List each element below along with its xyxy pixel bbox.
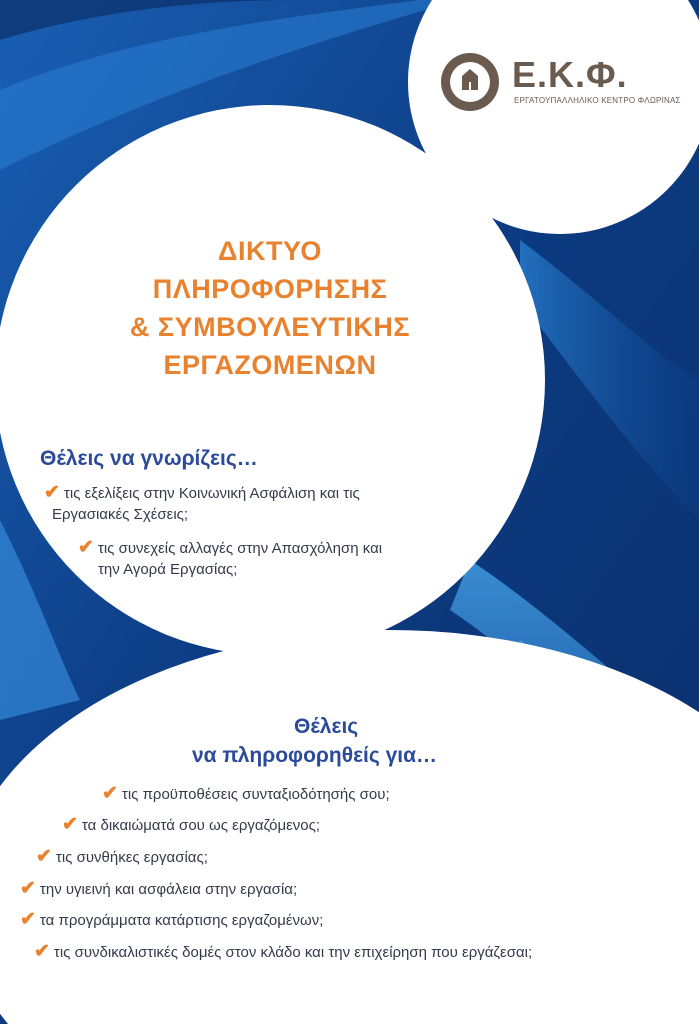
check-icon: ✔ (78, 537, 94, 558)
list-item (34, 942, 532, 963)
item-text: την υγιεινή και ασφάλεια στην εργασία; (39, 881, 298, 898)
list-item (62, 815, 320, 836)
logo-title: Ε.Κ.Φ. (512, 54, 628, 95)
list-item-continuation: Εργασιακές Σχέσεις; (52, 506, 189, 523)
item-text: τις εξελίξεις στην Κοινωνική Ασφάλιση και τις (63, 485, 360, 502)
title-line: ΔΙΚΤΥΟ (218, 236, 322, 266)
check-icon: ✔ (20, 909, 36, 930)
title-line: & ΣΥΜΒΟΥΛΕΥΤΙΚΗΣ (129, 312, 411, 342)
list-item-continuation: την Αγορά Εργασίας; (98, 561, 238, 578)
title-line: ΠΛΗΡΟΦΟΡΗΣΗΣ (152, 274, 388, 304)
list-item (102, 784, 390, 805)
check-icon: ✔ (44, 482, 60, 503)
item-text: τις συνεχείς αλλαγές στην Απασχόληση και (97, 540, 383, 557)
check-icon: ✔ (102, 783, 118, 804)
check-icon: ✔ (36, 846, 52, 867)
main-title (80, 232, 460, 384)
ekf-logo (440, 52, 690, 112)
section2-heading-line1: Θέλεις (294, 715, 359, 738)
list-item (78, 538, 382, 559)
section2-heading-line2: να πληροφορηθείς για… (192, 744, 438, 767)
list-item (44, 483, 360, 504)
ekf-seal-icon (440, 52, 500, 112)
item-text: τα προγράμματα κατάρτισης εργαζομένων; (39, 912, 324, 929)
section1-heading: Θέλεις να γνωρίζεις… (40, 447, 258, 470)
item-text: τα δικαιώματά σου ως εργαζόμενος; (81, 817, 321, 834)
logo-subtitle: ΕΡΓΑΤΟΥΠΑΛΛΗΛΙΚΟ ΚΕΝΤΡΟ ΦΛΩΡΙΝΑΣ (514, 96, 681, 105)
list-item (20, 879, 297, 900)
check-icon: ✔ (34, 941, 50, 962)
title-line: ΕΡΓΑΖΟΜΕΝΩΝ (163, 350, 377, 380)
check-icon: ✔ (62, 814, 78, 835)
check-icon: ✔ (20, 878, 36, 899)
list-item (20, 910, 323, 931)
list-item (36, 847, 208, 868)
item-text: τις συνθήκες εργασίας; (55, 849, 208, 866)
item-text: τις προϋποθέσεις συνταξιοδότησής σου; (121, 786, 390, 803)
item-text: τις συνδικαλιστικές δομές στον κλάδο και την επιχείρηση που εργάζεσαι; (53, 944, 533, 961)
